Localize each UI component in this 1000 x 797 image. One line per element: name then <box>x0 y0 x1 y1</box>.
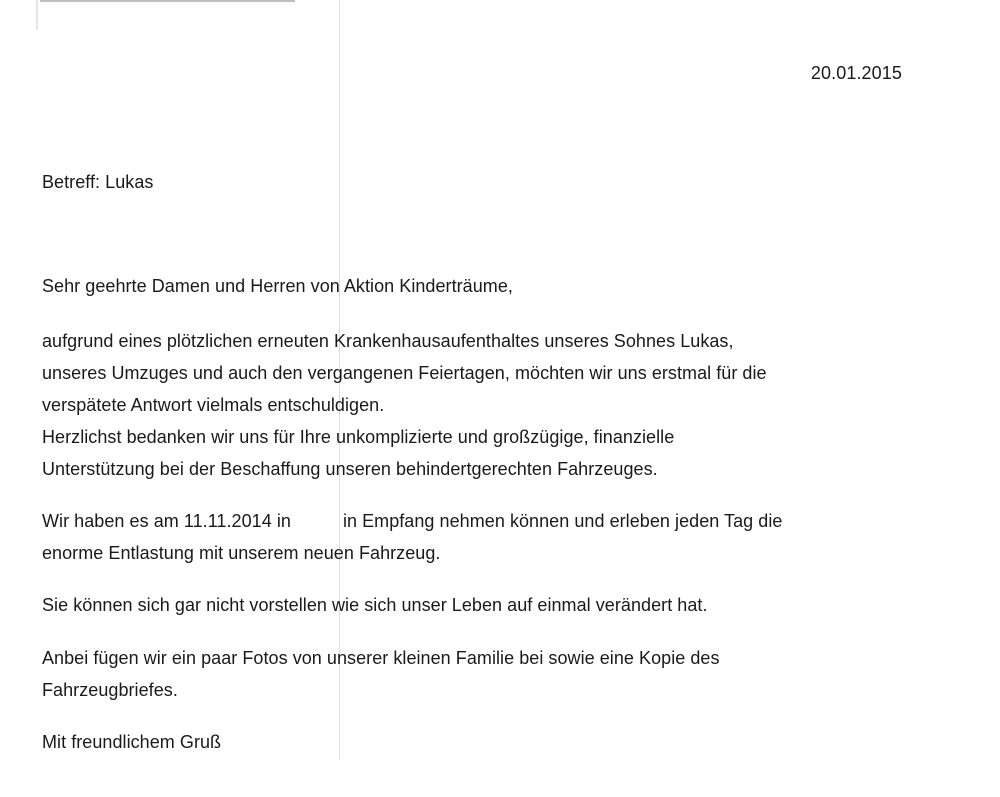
paragraph-line: Unterstützung bei der Beschaffung unseren behindertgerechten Fahrzeuges. <box>42 459 658 479</box>
line-text-after-gap: in Empfang nehmen können und erleben jeden Tag die <box>342 511 783 531</box>
paragraph-line: Herzlichst bedanken wir uns für Ihre unkomplizierte und großzügige, finanzielle <box>42 427 675 447</box>
paragraph-line: aufgrund eines plötzlichen erneuten Krankenhausaufenthaltes unseres Sohnes Lukas, <box>42 331 734 351</box>
letter-subject: Betreff: Lukas <box>42 172 154 192</box>
letter-salutation: Sehr geehrte Damen und Herren von Aktion Kinderträume, <box>42 276 513 296</box>
paragraph-attachments <box>42 642 720 706</box>
scan-artifact-left <box>36 0 38 30</box>
paragraph-line <box>42 505 782 537</box>
paragraph-line: verspätete Antwort vielmals entschuldigen. <box>42 395 385 415</box>
paragraph-vehicle-received <box>42 505 782 569</box>
line-text-before-gap: Wir haben es am 11.11.2014 in <box>42 511 291 531</box>
letter-closing: Mit freundlichem Gruß <box>42 732 222 752</box>
paragraph-line: Anbei fügen wir ein paar Fotos von unserer kleinen Familie bei sowie eine Kopie des <box>42 648 720 668</box>
paragraph-line: Fahrzeugbriefes. <box>42 680 178 700</box>
letter-date: 20.01.2015 <box>810 63 902 83</box>
paragraph-apology-thanks <box>42 325 767 485</box>
paragraph-line: unseres Umzuges und auch den vergangenen Feiertagen, möchten wir uns erstmal für die <box>42 363 767 383</box>
paragraph-line: enorme Entlastung mit unserem neuen Fahrzeug. <box>42 543 441 563</box>
paragraph-life-changed: Sie können sich gar nicht vorstellen wie sich unser Leben auf einmal verändert hat. <box>42 595 708 615</box>
scan-artifact-top <box>40 0 295 2</box>
